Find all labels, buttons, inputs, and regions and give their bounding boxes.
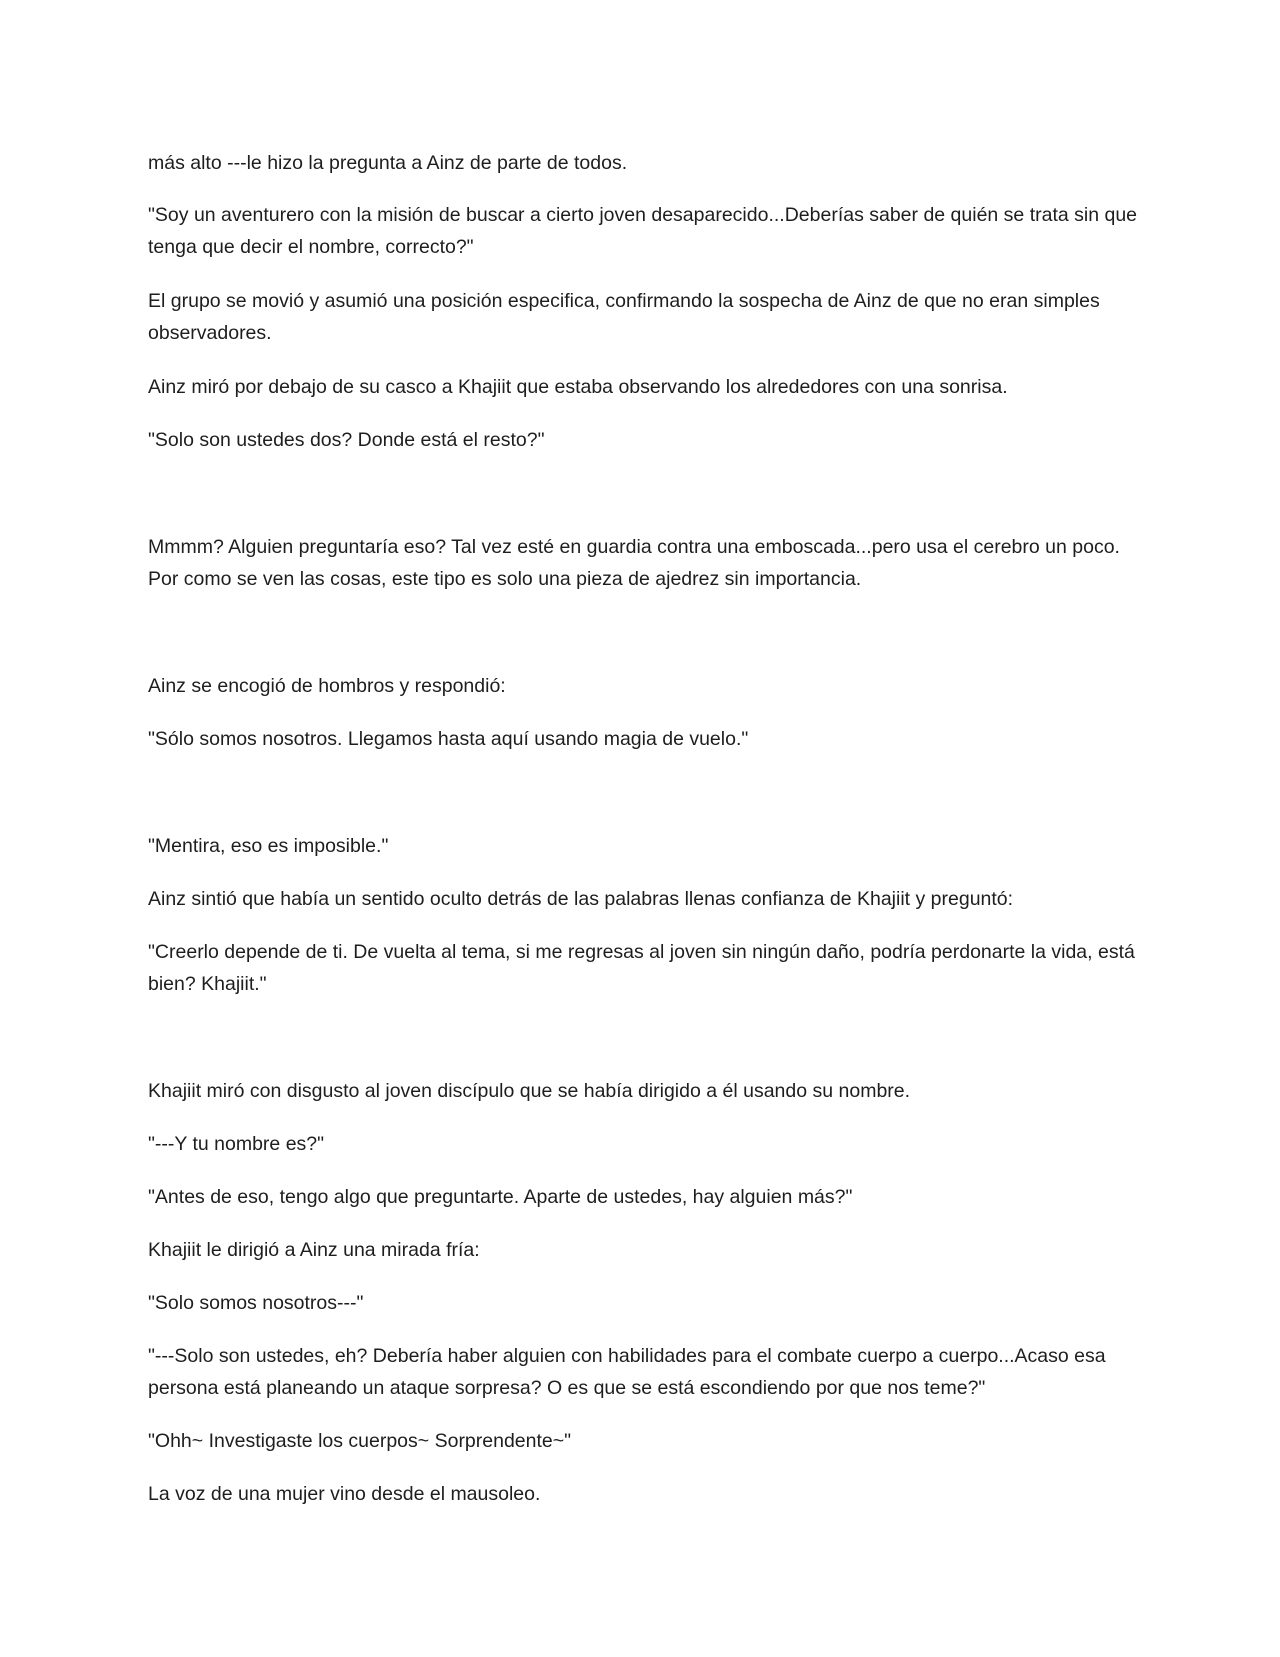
paragraph: Ainz se encogió de hombros y respondió: [148,675,506,697]
paragraph: Mmmm? Alguien preguntaría eso? Tal vez esté en guardia contra una emboscada...pero usa el cerebro un poco. Por como se ven las cosas, este tipo es solo una pieza de ajedrez sin importancia. [148,536,1120,590]
paragraph: Khajiit miró con disgusto al joven discípulo que se había dirigido a él usando su nombre. [148,1080,911,1102]
paragraph: "---Solo son ustedes, eh? Debería haber alguien con habilidades para el combate cuerpo a cuerpo...Acaso esa persona está planeando un ataque sorpresa? O es que se está escondiendo por que nos teme?" [148,1345,1106,1399]
paragraph: "Mentira, eso es imposible." [148,835,389,857]
paragraph: "---Y tu nombre es?" [148,1133,325,1155]
paragraph: Ainz sintió que había un sentido oculto detrás de las palabras llenas confianza de Khajiit y preguntó: [148,888,1014,910]
paragraph: "Ohh~ Investigaste los cuerpos~ Sorprendente~" [148,1430,572,1452]
paragraph: El grupo se movió y asumió una posición especifica, confirmando la sospecha de Ainz de que no eran simples observadores. [148,290,1100,344]
paragraph: Ainz miró por debajo de su casco a Khajiit que estaba observando los alrededores con una sonrisa. [148,376,1008,398]
paragraph: "Sólo somos nosotros. Llegamos hasta aquí usando magia de vuelo." [148,728,749,750]
paragraph: más alto ---le hizo la pregunta a Ainz de parte de todos. [148,152,628,174]
paragraph: "Antes de eso, tengo algo que preguntarte. Aparte de ustedes, hay alguien más?" [148,1186,853,1208]
paragraph: "Solo somos nosotros---" [148,1292,364,1314]
paragraph: "Solo son ustedes dos? Donde está el resto?" [148,429,545,451]
paragraph: La voz de una mujer vino desde el mausoleo. [148,1483,541,1505]
paragraph: "Soy un aventurero con la misión de buscar a cierto joven desaparecido...Deberías saber de quién se trata sin que tenga que decir el nombre, correcto?" [148,204,1138,258]
paragraph: Khajiit le dirigió a Ainz una mirada fría: [148,1239,480,1261]
paragraph: "Creerlo depende de ti. De vuelta al tema, si me regresas al joven sin ningún daño, podría perdonarte la vida, está bien? Khajiit." [148,941,1135,995]
